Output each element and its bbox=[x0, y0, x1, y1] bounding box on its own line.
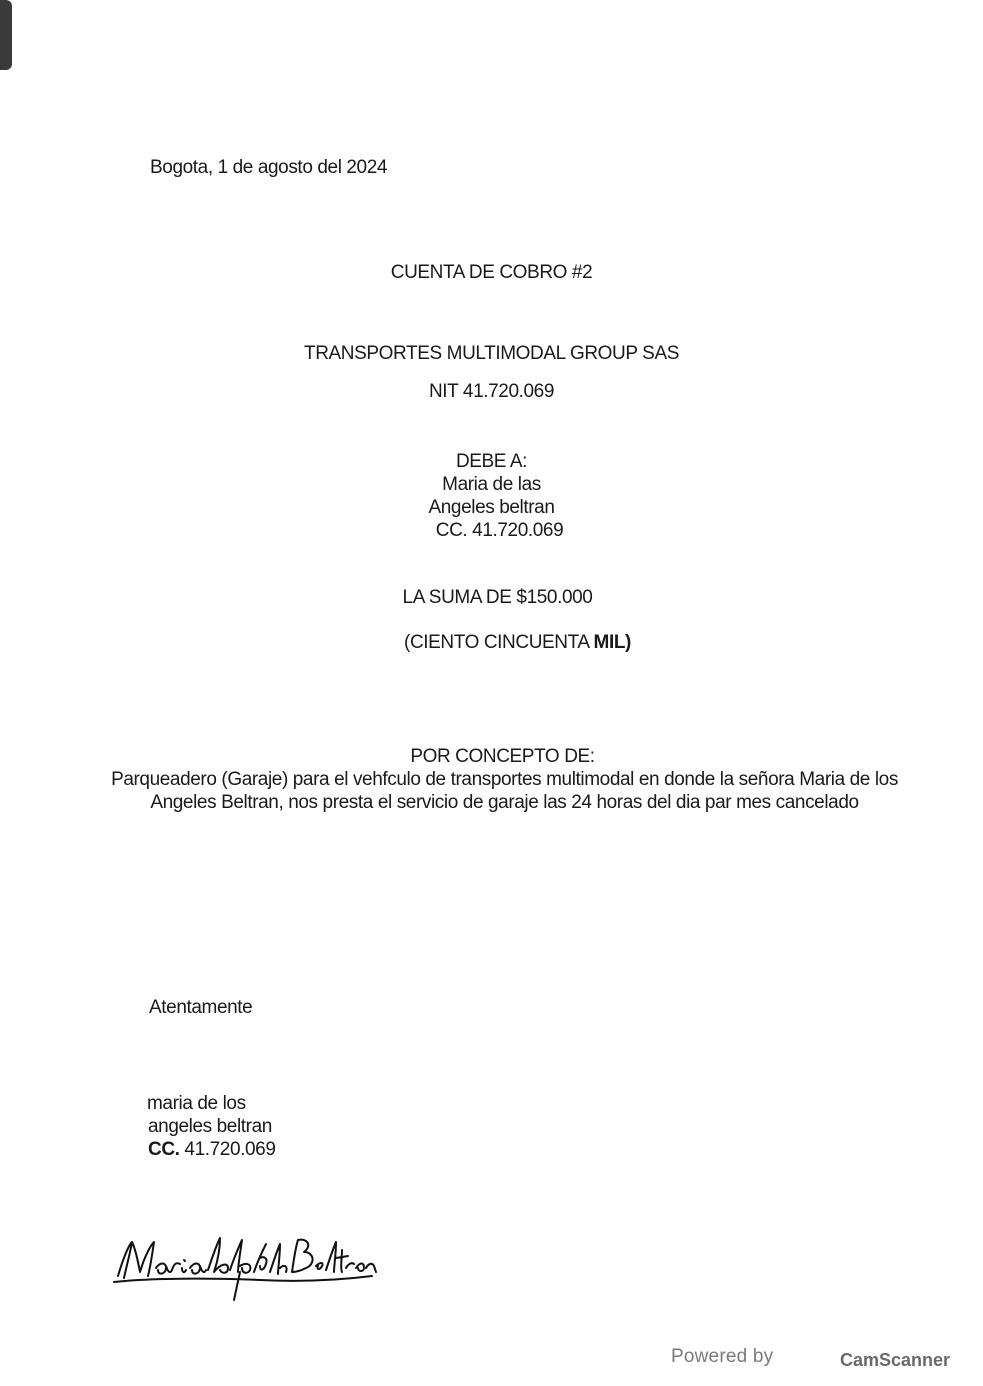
signer-cc-label: CC. bbox=[148, 1139, 180, 1160]
letter-date: Bogota, 1 de agosto del 2024 bbox=[150, 157, 388, 178]
letter-title: CUENTA DE COBRO #2 bbox=[390, 262, 593, 283]
amount-line: LA SUMA DE $150.000 bbox=[402, 587, 593, 608]
creditor-name-line2: Angeles beltran bbox=[428, 497, 555, 518]
company-nit: NIT 41.720.069 bbox=[428, 381, 555, 402]
signer-name-line1: maria de los bbox=[147, 1093, 246, 1114]
concept-label: POR CONCEPTO DE: bbox=[410, 746, 595, 767]
concept-text: Parqueadero (Garaje) para el vehfculo de transportes multimodal en donde la señora Maria de los Angeles Beltran, nos presta el servicio de garaje las 24 horas del dia par mes cancelado bbox=[111, 769, 898, 813]
powered-by-text: Powered by bbox=[671, 1346, 774, 1367]
amount-words-bold: MIL) bbox=[593, 632, 631, 653]
company-name: TRANSPORTES MULTIMODAL GROUP SAS bbox=[303, 343, 679, 364]
amount-words-prefix: (CIENTO CINCUENTA bbox=[404, 632, 594, 653]
debe-label: DEBE A: bbox=[455, 451, 528, 472]
creditor-cc: CC. 41.720.069 bbox=[435, 520, 564, 541]
signer-cc-number: 41.720.069 bbox=[179, 1139, 276, 1160]
closing: Atentamente bbox=[149, 997, 253, 1018]
amount-words bbox=[0, 631, 983, 654]
scroll-edge-handle[interactable] bbox=[0, 0, 12, 70]
creditor-name-line1: Maria de las bbox=[442, 474, 541, 495]
signer-name-line2: angeles beltran bbox=[148, 1116, 272, 1137]
handwritten-signature bbox=[110, 1228, 380, 1308]
signer-cc bbox=[148, 1138, 276, 1161]
camscanner-brand: CamScanner bbox=[840, 1350, 951, 1370]
